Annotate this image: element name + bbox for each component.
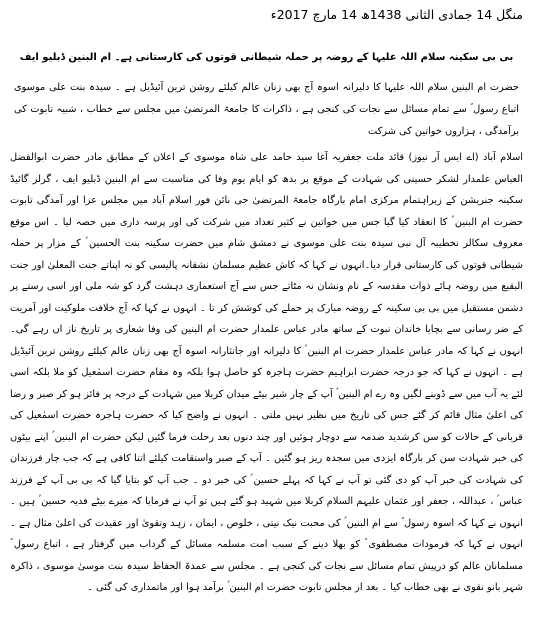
article-summary: حضرت ام البنین سلام اللہ علیہا کا دلیرانہ اسوہ آج بھی زنان عالم کیلئے روشن ترین آئیڈیل ہے ۔ سیدہ بنت علی موسوی اتباع رسول ؐ سے تمام مسائل سے نجات کی کنجی ہے ، ذاکرات کا جامعۃ المرتضیٰ میں مجلس سے خطاب ، شبیہ تابوت کی برآمدگی ، ہزاروں خواتین کی شرکت bbox=[14, 82, 519, 137]
article-headline: بی بی سکینہ سلام اللہ علیہا کے روضہ پر حملہ شیطانی قوتوں کی کارستانی ہے۔ ام البنین ڈبلیو ایف bbox=[19, 52, 514, 63]
article-body: اسلام آباد (اے ایس آر نیوز) قائد ملت جعفریہ آغا سید حامد علی شاہ موسوی کے اعلان کے مطابق مادر حضرت ابوالفضل العباس علمدار لشکر حسینی کی شہادت کے موقع پر بدھ کو ایام یوم وفا کی مناسبت سے ام البنین ڈبلیو ایف ، گرلز گائیڈ سکینہ جنریشن کے زیراہتمام مرکزی امام بارگاہ جامعۃ المرتضیٰ جی نائن فور اسلام آباد میں مجلس عزا اور آمدگی تابوت حضرت ام البنین ؑ کا انعقاد کیا گیا جس میں خواتین نے کثیر تعداد میں شرکت کی اور پرسہ داری میں حصہ لیا ۔ اس موقع معروف سکالر نخطیبہ آل نبی سیدہ بنت علی موسوی نے دمشق شام میں حضرت سکینہ بنت الحسین ؑ کے مزار پر حملہ شیطانی قوتوں کی کارستانی قرار دیا۔انہوں نے کہا کہ کاش عظیم مسلمان نشقانہ پالیسی کو نہ اپناتے جنت المعلیٰ اور جنت البقیع میں روضہ ہائے ذوات مقدسہ کے نام ونشان نہ مٹاتے جس سے آج استعماری دہشت گرد کو شہ ملی اور اسی رستے پر دشمن مستقبل میں بی بی سکینہ کے روضہ مبارک پر حملے کی کوشش کر تا ۔ انہوں نے کہا کہ آج خلافت ملوکیت اور آمریت کے ضر رسانی سے بچایا خاندان نبوت کے ساتھ مادر عباس علمدار حضرت ام البنین کی وفا شعاری پر تاریخ ناز اں رہے گی۔انہوں نے کہا کہ مادر عباس علمدار حضرت ام البنین ؑ کا دلیرانہ اور جانثارانہ اسوہ آج بھی زنان عالم کیلئے روشن ترین آئیڈیل ہے ۔ انہوں نے کہا کہ جو درجہ حضرت ابراہیم حضرت ہاجرہ کو حاصل ہوا بلکہ وہ مقام حضرت اسمٰعیل کو ملا بلکہ اسی لئے یہ آب میں سے ڈوبنے لگیں وہ رے ام البنین ؑ آپ کے چار شیر بیٹے میدان کربلا میں شہادت کے درجہ پر فائز ہو کر صبر و رضا کی اعلیٰ مثال قائم کر گئے جس کی تاریخ میں نظیر نہیں ملتی ۔ انہوں نے واضح کیا کہ حضرت ہاجرہ حضرت اسمٰعیل کی قربانی کے حالات کو سن کرشدید صدمہ سے دوچار ہوئیں اور چند دنوں بعد رحلت فرما گئیں لیکن حضرت ام البنین ؑ اپنے بیٹوں کی خبر شہادت سن کر بارگاہ ایزدی میں سجدہ ریز ہو گئیں ۔ آپ کے صبر واستقامت کیلئے اتنا کافی ہے کہ جب چار فرزندان کی شہادت کی خبر آپ کو دی گئی تو آپ نے کہا کہ پہلے حسین ؑ کی خبر دو ۔ جب آپ کو بتایا گیا کہ بی بی آپ کے فرزند عباس ؑ ، عبداللہ ، جعفر اور عثمان علیہم السلام کربلا میں شہید ہو گئے ہیں تو آپ نے فرمایا کہ میرے بیٹے فدیہ حسین ؑ ہیں ۔ انہوں نے کہا کہ اسوہ رسول ؐ سے ام البنین ؑ کی محبت نیک نیتی ، خلوص ، ایمان ، زہد وتقویٰ اور عقیدت کی اعلیٰ مثال ہے ۔ انہوں نے کہا کہ فرمودات مصطفوی ؐ کو بھلا دینے کے سبب امت مسلمہ مسائل کے گرداب میں گرفتار ہے ، اتباع رسول ؐ مسلمانان عالم کو درپیش تمام مسائل سے نجات کی کنجی ہے ۔ مجلس سے عمدۃ الحفاظ سیدہ بنت موسیٰ موسوی ، ذاکرہ شہر بانو نقوی نے بھی خطاب کیا ۔ بعد از مجلس تابوت حضرت ام البنین ؑ برآمد ہوا اور ماتمداری کی گئی ۔ bbox=[10, 152, 523, 593]
dateline-text: منگل 14 جمادی الثانی 1438ھ 14 مارچ 2017ء bbox=[270, 7, 523, 22]
dateline bbox=[10, 7, 523, 23]
